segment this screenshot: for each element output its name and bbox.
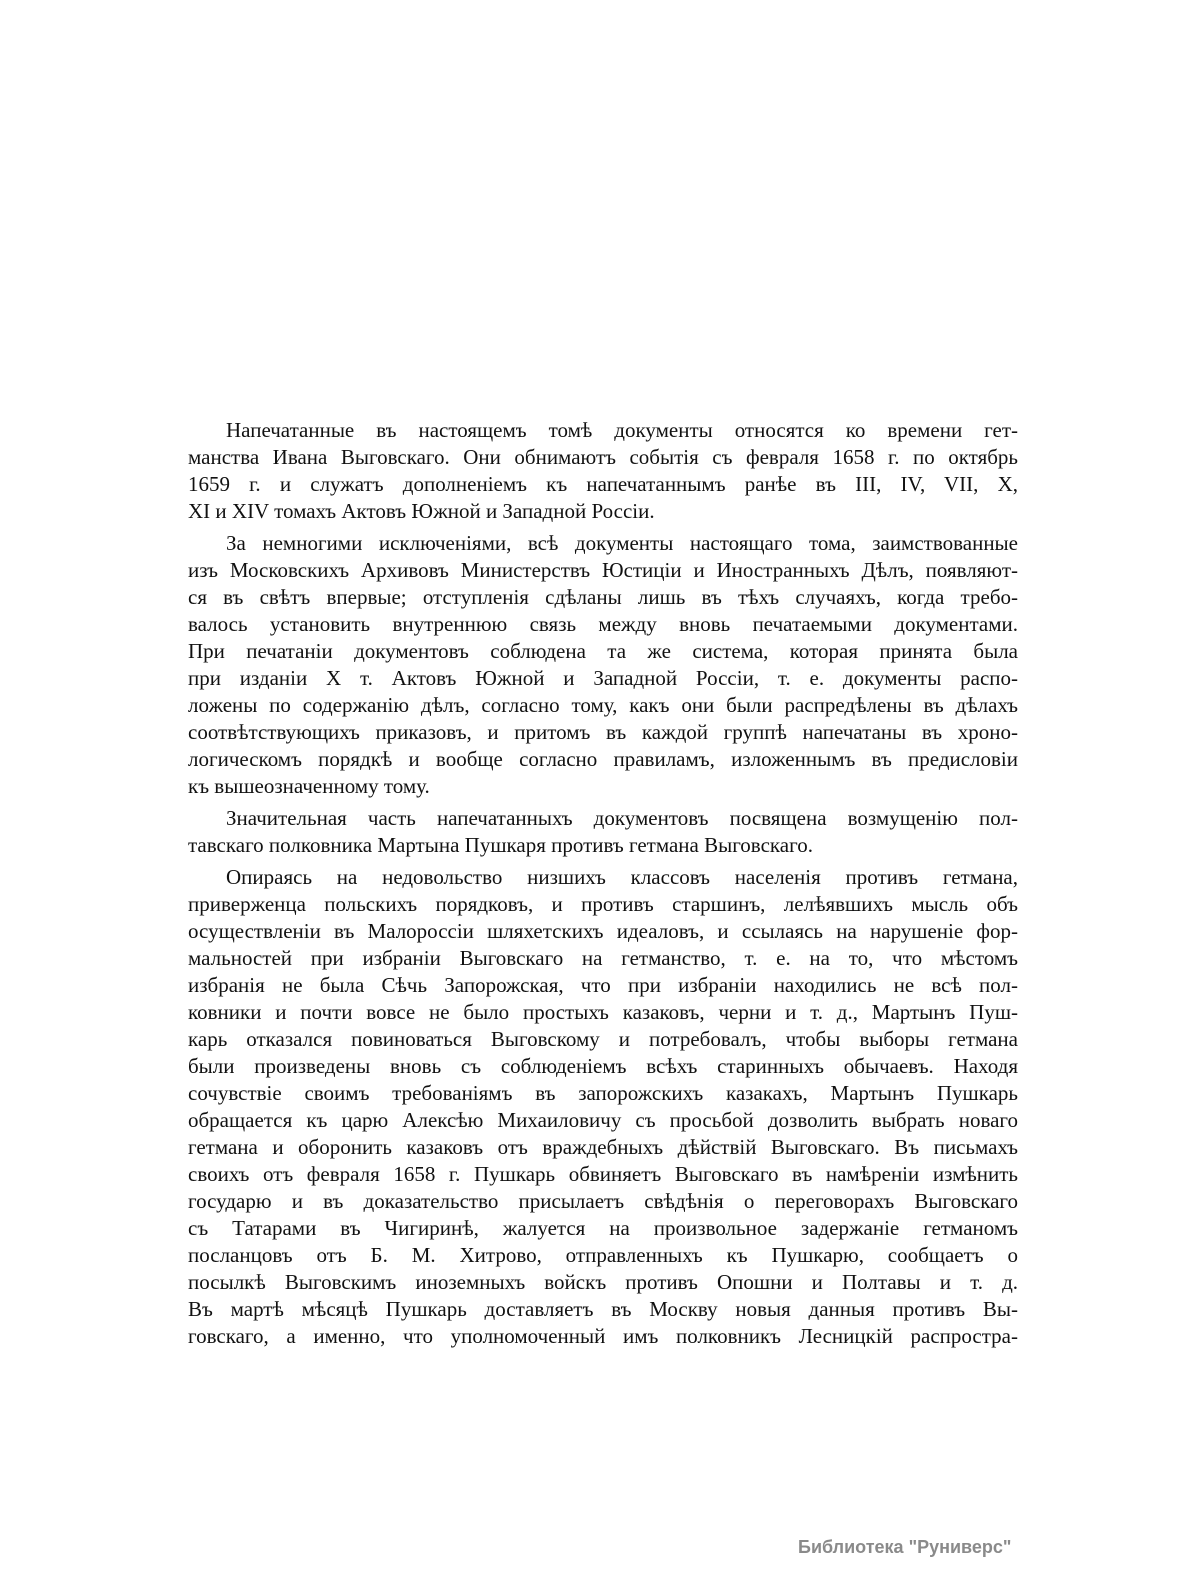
text-line: осуществленіи въ Малороссіи шляхетскихъ идеаловъ, и ссылаясь на нарушеніе фор-: [188, 919, 1018, 943]
text-line: своихъ отъ февраля 1658 г. Пушкарь обвиняетъ Выговскаго въ намѣреніи измѣнить: [188, 1162, 1018, 1186]
text-line: приверженца польскихъ порядковъ, и противъ старшинъ, лелѣявшихъ мысль объ: [188, 892, 1018, 916]
text-line: Значительная часть напечатанныхъ документовъ посвящена возмущенію пол-: [226, 806, 1018, 830]
paragraph: [188, 805, 1018, 859]
paragraph: [188, 530, 1018, 800]
text-line: посылкѣ Выговскимъ иноземныхъ войскъ противъ Опошни и Полтавы и т. д.: [188, 1270, 1018, 1294]
text-line: 1659 г. и служатъ дополненіемъ къ напечатаннымъ ранѣе въ III, IV, VII, X,: [188, 472, 1018, 496]
text-line: XI и XIV томахъ Актовъ Южной и Западной Россіи.: [188, 499, 655, 523]
text-line: при изданіи X т. Актовъ Южной и Западной Россіи, т. е. документы распо-: [188, 666, 1018, 690]
text-line: При печатаніи документовъ соблюдена та же система, которая принята была: [188, 639, 1018, 663]
text-line: обращается къ царю Алексѣю Михаиловичу съ просьбой дозволить выбрать новаго: [188, 1108, 1018, 1132]
library-watermark: Библиотека "Руниверс": [798, 1537, 1012, 1557]
text-line: съ Татарами въ Чигиринѣ, жалуется на произвольное задержаніе гетманомъ: [188, 1216, 1018, 1240]
text-line: гетмана и оборонить казаковъ отъ враждебныхъ дѣйствій Выговскаго. Въ письмахъ: [188, 1135, 1018, 1159]
text-line: карь отказался повиноваться Выговскому и потребовалъ, чтобы выборы гетмана: [188, 1027, 1018, 1051]
text-line: ковники и почти вовсе не было простыхъ казаковъ, черни и т. д., Мартынъ Пуш-: [188, 1000, 1018, 1024]
text-line: Опираясь на недовольство низшихъ классовъ населенія противъ гетмана,: [226, 865, 1018, 889]
text-line: говскаго, а именно, что уполномоченный имъ полковникъ Лесницкій распростра-: [188, 1324, 1018, 1348]
text-line: логическомъ порядкѣ и вообще согласно правиламъ, изложеннымъ въ предисловіи: [188, 747, 1018, 771]
text-line: мальностей при избраніи Выговскаго на гетманство, т. е. на то, что мѣстомъ: [188, 946, 1018, 970]
text-line: тавскаго полковника Мартына Пушкаря противъ гетмана Выговскаго.: [188, 833, 813, 857]
text-line: избранія не была Сѣчь Запорожская, что при избраніи находились не всѣ пол-: [188, 973, 1018, 997]
text-line: ложены по содержанію дѣлъ, согласно тому, какъ они были распредѣлены въ дѣлахъ: [188, 693, 1018, 717]
text-line: Напечатанные въ настоящемъ томѣ документы относятся ко времени гет-: [226, 418, 1018, 442]
paragraph: [188, 864, 1018, 1350]
text-line: сочувствіе своимъ требованіямъ въ запорожскихъ казакахъ, Мартынъ Пушкарь: [188, 1081, 1018, 1105]
text-line: были произведены вновь съ соблюденіемъ всѣхъ старинныхъ обычаевъ. Находя: [188, 1054, 1018, 1078]
text-line: Въ мартѣ мѣсяцѣ Пушкарь доставляетъ въ Москву новыя данныя противъ Вы-: [188, 1297, 1018, 1321]
text-line: соотвѣтствующихъ приказовъ, и притомъ въ каждой группѣ напечатаны въ хроно-: [188, 720, 1018, 744]
text-line: манства Ивана Выговскаго. Они обнимаютъ событія съ февраля 1658 г. по октябрь: [188, 445, 1018, 469]
text-line: валось установить внутреннюю связь между вновь печатаемыми документами.: [188, 612, 1018, 636]
paragraph: [188, 417, 1018, 525]
text-line: изъ Московскихъ Архивовъ Министерствъ Юстиціи и Иностранныхъ Дѣлъ, появляют-: [188, 558, 1018, 582]
text-line: посланцовъ отъ Б. М. Хитрово, отправленныхъ къ Пушкарю, сообщаетъ о: [188, 1243, 1018, 1267]
text-line: За немногими исключеніями, всѣ документы настоящаго тома, заимствованные: [226, 531, 1018, 555]
text-line: къ вышеозначенному тому.: [188, 774, 430, 798]
document-body: [188, 417, 1018, 1355]
text-line: государю и въ доказательство присылаетъ свѣдѣнія о переговорахъ Выговскаго: [188, 1189, 1018, 1213]
text-line: ся въ свѣтъ впервые; отступленія сдѣланы лишь въ тѣхъ случаяхъ, когда требо-: [188, 585, 1018, 609]
